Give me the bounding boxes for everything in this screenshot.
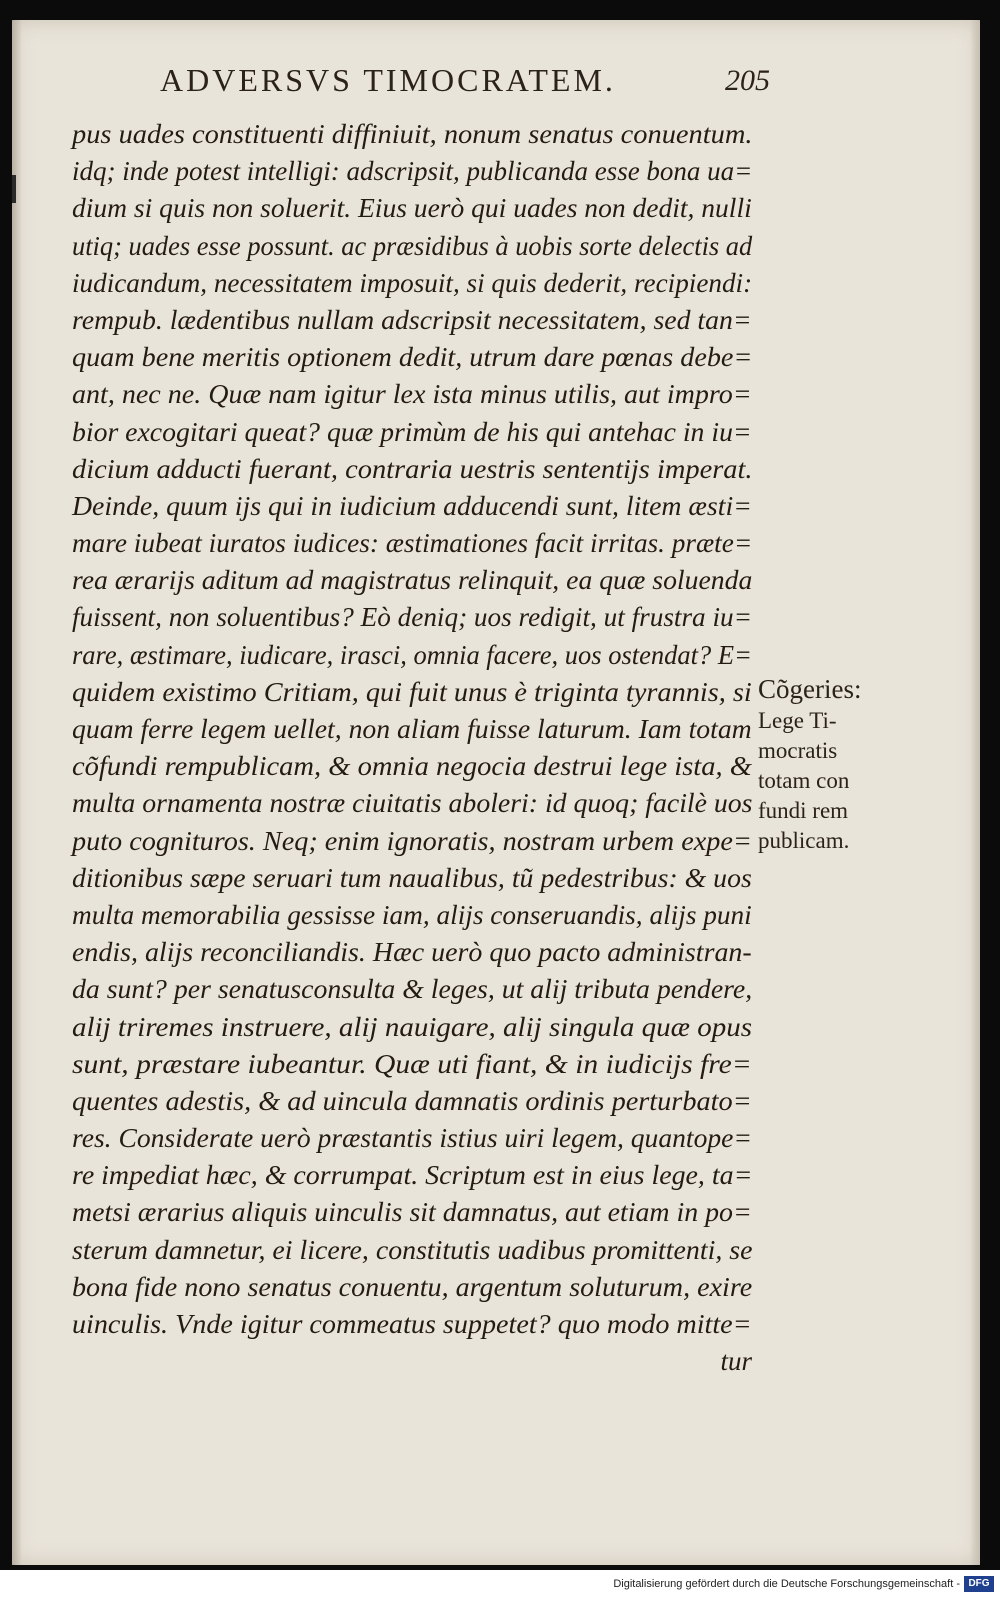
text-line: metsi ærarius aliquis uinculis sit damnatus, aut etiam in po= xyxy=(72,1197,752,1228)
body-text-block xyxy=(72,116,752,1380)
page-header xyxy=(150,62,770,112)
marginal-note-line: Lege Ti- xyxy=(758,708,837,733)
text-line: utiq; uades esse possunt. ac præsidibus à uobis sorte delectis ad xyxy=(72,230,753,261)
text-line: ant, nec ne. Quæ nam igitur lex ista minus utilis, aut impro= xyxy=(72,379,752,410)
text-line: multa memorabilia gessisse iam, alijs conseruandis, alijs puni xyxy=(72,899,752,930)
text-line: mare iubeat iuratos iudices: æstimationes facit irritas. præte= xyxy=(72,528,753,559)
text-line: puto cognituros. Neq; enim ignoratis, nostram urbem expe= xyxy=(72,825,752,856)
digitization-credit: Digitalisierung gefördert durch die Deutsche Forschungsgemeinschaft - xyxy=(613,1578,960,1590)
text-line: uinculis. Vnde igitur commeatus suppetet? quo modo mitte= xyxy=(72,1309,752,1339)
marginal-note-line: totam con xyxy=(758,768,850,793)
text-line: iudicandum, necessitatem imposuit, si quis dederit, recipiendi: xyxy=(72,267,753,298)
text-line: rare, æstimare, iudicare, irasci, omnia facere, uos ostendat? E= xyxy=(72,639,752,670)
text-line: tur xyxy=(720,1346,752,1377)
text-line: sunt, præstare iubeantur. Quæ uti fiant, & in iudicijs fre= xyxy=(72,1048,752,1079)
text-line: fuissent, non soluentibus? Eò deniq; uos redigit, ut frustra iu= xyxy=(72,602,752,633)
text-line: bior excogitari queat? quæ primùm de his qui antehac in iu= xyxy=(72,416,752,447)
text-line: endis, alijs reconciliandis. Hæc uerò quo pacto administran- xyxy=(72,937,752,968)
text-line: bona fide nono senatus conuentu, argentum soluturum, exire xyxy=(72,1271,753,1302)
text-line: multa ornamenta nostræ ciuitatis aboleri: id quoq; facilè uos xyxy=(72,788,753,819)
text-line: dicium adducti fuerant, contraria uestris sententijs imperat. xyxy=(72,453,753,484)
text-line: sterum damnetur, ei licere, constitutis uadibus promittenti, se xyxy=(72,1234,753,1265)
text-line: da sunt? per senatusconsulta & leges, ut alij tributa pendere, xyxy=(72,974,753,1005)
text-line: res. Considerate uerò præstantis istius uiri legem, quantope= xyxy=(72,1123,752,1154)
text-line: pus uades constituenti diffiniuit, nonum senatus conuentum. xyxy=(72,119,753,149)
text-line: ditionibus sæpe seruari tum naualibus, tũ pedestribus: & uos xyxy=(72,862,752,893)
text-line: quam bene meritis optionem dedit, utrum dare pœnas debe= xyxy=(72,342,753,373)
marginal-note-line: Cõgeries: xyxy=(758,674,862,704)
text-line: cõfundi rempublicam, & omnia negocia destrui lege ista, & xyxy=(72,751,752,782)
text-line: rempub. lædentibus nullam adscripsit necessitatem, sed tan= xyxy=(72,304,752,335)
text-line: re impediat hæc, & corrumpat. Scriptum est in eius lege, ta= xyxy=(72,1160,753,1191)
text-line: quentes adestis, & ad uincula damnatis ordinis perturbato= xyxy=(72,1085,752,1116)
text-line: idq; inde potest intelligi: adscripsit, publicanda esse bona ua= xyxy=(72,156,753,187)
marginal-note xyxy=(758,672,898,856)
margin-mark xyxy=(12,175,16,203)
marginal-note-line: mocratis xyxy=(758,738,838,763)
text-line: alij triremes instruere, alij nauigare, alij singula quæ opus xyxy=(72,1011,753,1042)
footer-bar xyxy=(0,1570,1000,1600)
marginal-note-line: fundi rem xyxy=(758,798,849,823)
text-line: quidem existimo Critiam, qui fuit unus è triginta tyrannis, si xyxy=(72,676,752,707)
dfg-logo: DFG xyxy=(964,1576,994,1592)
running-head: ADVERSVS TIMOCRATEM. xyxy=(160,62,616,98)
marginal-note-line: publicam. xyxy=(758,828,850,853)
page-number: 205 xyxy=(725,64,770,97)
page-gutter-shadow xyxy=(12,20,22,1565)
text-line: rea ærarijs aditum ad magistratus relinquit, ea quæ soluenda xyxy=(72,565,753,596)
page-edge-shadow xyxy=(970,20,980,1565)
text-line: quam ferre legem uellet, non aliam fuisse laturum. Iam totam xyxy=(72,714,752,744)
text-line: Deinde, quum ijs qui in iudicium adducendi sunt, litem æsti= xyxy=(72,490,752,521)
text-line: dium si quis non soluerit. Eius uerò qui uades non dedit, nulli xyxy=(72,193,752,224)
